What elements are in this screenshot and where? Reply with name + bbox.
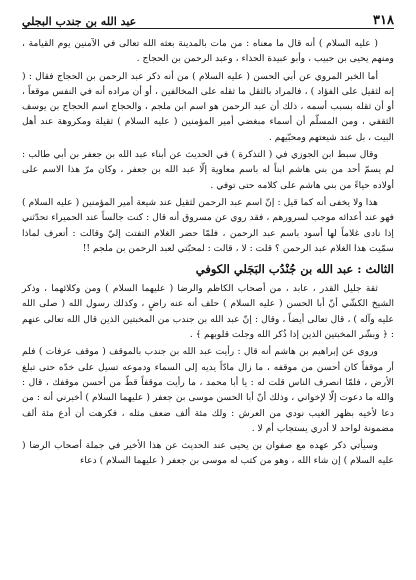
section-heading-title: عبد الله بن جُنْدُب البَجَلي الكوفي — [195, 262, 354, 277]
paragraph: أما الخبر المروي عن أبي الحسن ( عليه السلام ) من أنه ذكر عبد الرحمن بن الحجاج فقال : ( إنه لثقيل على الفؤاد ) ، فالمراد بالثقل ما ثقله على المخالفين ، أو أن مراده أنه في النفس موقعاً ، أو أن ثقله بسبب أسمه ، ذلك أن عبد الرحمن هو اسم ابن ملجم ، والحجاج اسم الحجاج بن يوسف الثقفي ، ومن المسلّم أن أسماء مبغضي أمير المؤمنين ( عليه السلام ) ثقيلة ومكروهة عند أهل البيت ، بل عند شيعتهم ومحبّيهم . — [22, 70, 394, 143]
page-body — [22, 36, 394, 469]
paragraph: وقال سبط ابن الجوزي في ( التذكرة ) في الحديث عن أبناء عبد الله بن جعفر بن أبي طالب : لم يسمّ أحد من بني هاشم ابناً له باسم معاوية إلّا عبد الله بن جعفر ، وكان مرّ هذا الاسم على أولاده حياءً من بني هاشم على كلامه حتى توفي . — [22, 149, 394, 191]
book-page — [22, 6, 394, 574]
paragraph: وروي عن إبراهيم بن هاشم أنه قال : رأيت عبد الله بن جندب بالموقف ( موقف عرفات ) فلم أر موقفاً كان أحسن من موقفه ، ما زال مادّاً يديه إلى السماء ودموعه تسيل على خدّه حتى تبلغ الأرض ، فلمّا انصرف الناس قلت له : يا أبا محمد ، ما رأيت موقفاً قطّ من أحسن موقفك ، قال : والله ما دعوت إلّا لإخواني ، وذلك أنّ أبا الحسن موسى بن جعفر ( عليهما السلام ) أخبرني أنه : من دعا لأخيه بظهر الغيب نودي من العرش : ولك مئة ألف ضعف مثله ، فكرهت أن أدع مئة ألف مضمونة لواحد لا أدري يستجاب أم لا . — [22, 346, 394, 434]
page-header — [22, 6, 394, 29]
section-heading — [22, 261, 394, 277]
page-number: ٣١٨ — [373, 13, 394, 28]
paragraph: ( عليه السلام ) أنه قال ما معناه : من مات بالمدينة بعثه الله تعالى في الآمنين يوم القيامة ، ومنهم يحيى بن حبيب ، وأبو عبيدة الحذاء ، وعبد الرحمن بن الحجاج . — [22, 38, 394, 65]
paragraph: وسيأتي ذكر عهده مع صفوان بن يحيى عند الحديث عن هذا الأخير في جملة أصحاب الرضا ( عليه السلام ) إن شاء الله ، وهو من كتب له موسى بن جعفر ( عليهما السلام ) دعاء — [22, 440, 394, 467]
paragraph: هذا ولا يخفى أنه كما قيل : إنّ اسم عبد الرحمن لثقيل عند شيعة أمير المؤمنين ( عليه السلام ) فهو عند أعدائه موجب لسرورهم ، فقد روي عن مسروق أنه قال : كنت جالساً عند الحميراء تحدّثني إذا نادى غلاماً لها أسود باسم عبد الرحمن ، فلمّا حضر الغلام التفتت إليّ وقالت : أتعرف لماذا سمّيت هذا الغلام عبد الرحمن ؟ قلت : لا ، قالت : لمحبّتي لعبد الرحمن بن ملجم !! — [22, 196, 394, 254]
section-heading-number: الثالث : — [357, 262, 394, 277]
paragraph: ثقة جليل القدر ، عابد ، من أصحاب الكاظم والرضا ( عليهما السلام ) ومن وكلائهما ، وذكر الشيخ الكشّي أنّ أبا الحسن ( عليه السلام ) حلف أنه عنه راضٍ ، وكذلك رسول الله ( صلى الله عليه وآله ) ، قال تعالى أيضاً ، وقال : إنّ عبد الله بن جندب من المخبتين الذين قال الله تعالى عنهم : ﴿ وبشّر المخبتين الذين إذا ذُكر الله وجلت قلوبهم ﴾ . — [22, 283, 394, 341]
running-title: عبد الله بن جندب البجلي — [22, 15, 137, 28]
